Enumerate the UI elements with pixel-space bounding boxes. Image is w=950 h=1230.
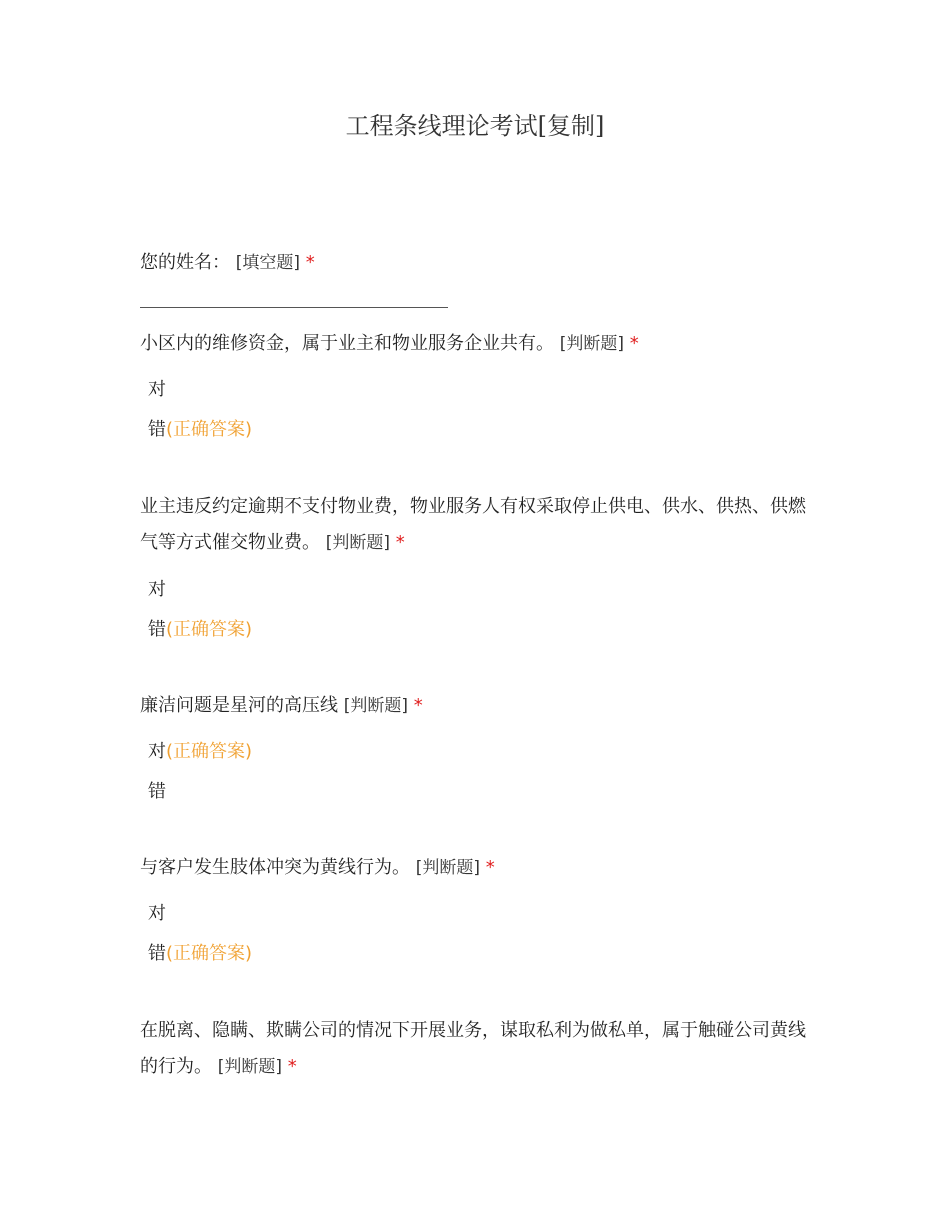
question-type: [判断题] [415,858,480,878]
option-label: 错 [148,943,166,964]
question-name [140,245,820,281]
required-mark: * [413,695,423,716]
required-mark: * [287,1056,297,1077]
option-label: 对 [148,903,166,924]
option-true[interactable] [148,900,166,928]
required-mark: * [629,333,639,354]
option-false[interactable] [148,616,252,644]
option-label: 对 [148,379,166,400]
question-type: [判断题] [343,696,408,716]
question-4 [140,688,820,724]
question-type: [判断题] [325,533,390,553]
question-5 [140,850,820,886]
question-type: [判断题] [217,1057,282,1077]
option-true[interactable] [148,738,252,766]
question-text: 小区内的维修资金，属于业主和物业服务企业共有。 [140,333,554,354]
page-title: 工程条线理论考试[复制] [345,112,605,140]
option-false[interactable] [148,778,166,806]
question-3 [140,489,820,561]
option-true[interactable] [148,376,166,404]
name-answer-line[interactable] [140,307,448,308]
required-mark: * [485,857,495,878]
correct-answer-tag: (正确答案) [166,419,253,440]
question-type: [填空题] [235,253,300,273]
question-type: [判断题] [559,334,624,354]
question-text: 您的姓名： [140,252,230,273]
option-label: 对 [148,579,166,600]
question-text: 在脱离、隐瞒、欺瞒公司的情况下开展业务，谋取私利为做私单，属于触碰公司黄线的行为。 [140,1020,806,1077]
option-true[interactable] [148,576,166,604]
required-mark: * [395,532,405,553]
question-text: 与客户发生肢体冲突为黄线行为。 [140,857,410,878]
correct-answer-tag: (正确答案) [166,943,253,964]
question-text: 廉洁问题是星河的高压线 [140,695,338,716]
correct-answer-tag: (正确答案) [166,741,253,762]
correct-answer-tag: (正确答案) [166,619,253,640]
question-2 [140,326,820,362]
option-label: 错 [148,781,166,802]
required-mark: * [305,252,315,273]
question-text: 业主违反约定逾期不支付物业费，物业服务人有权采取停止供电、供水、供热、供燃气等方式催交物业费。 [140,496,806,553]
question-6 [140,1013,820,1085]
option-label: 错 [148,619,166,640]
option-false[interactable] [148,940,252,968]
option-label: 对 [148,741,166,762]
option-false[interactable] [148,416,252,444]
option-label: 错 [148,419,166,440]
